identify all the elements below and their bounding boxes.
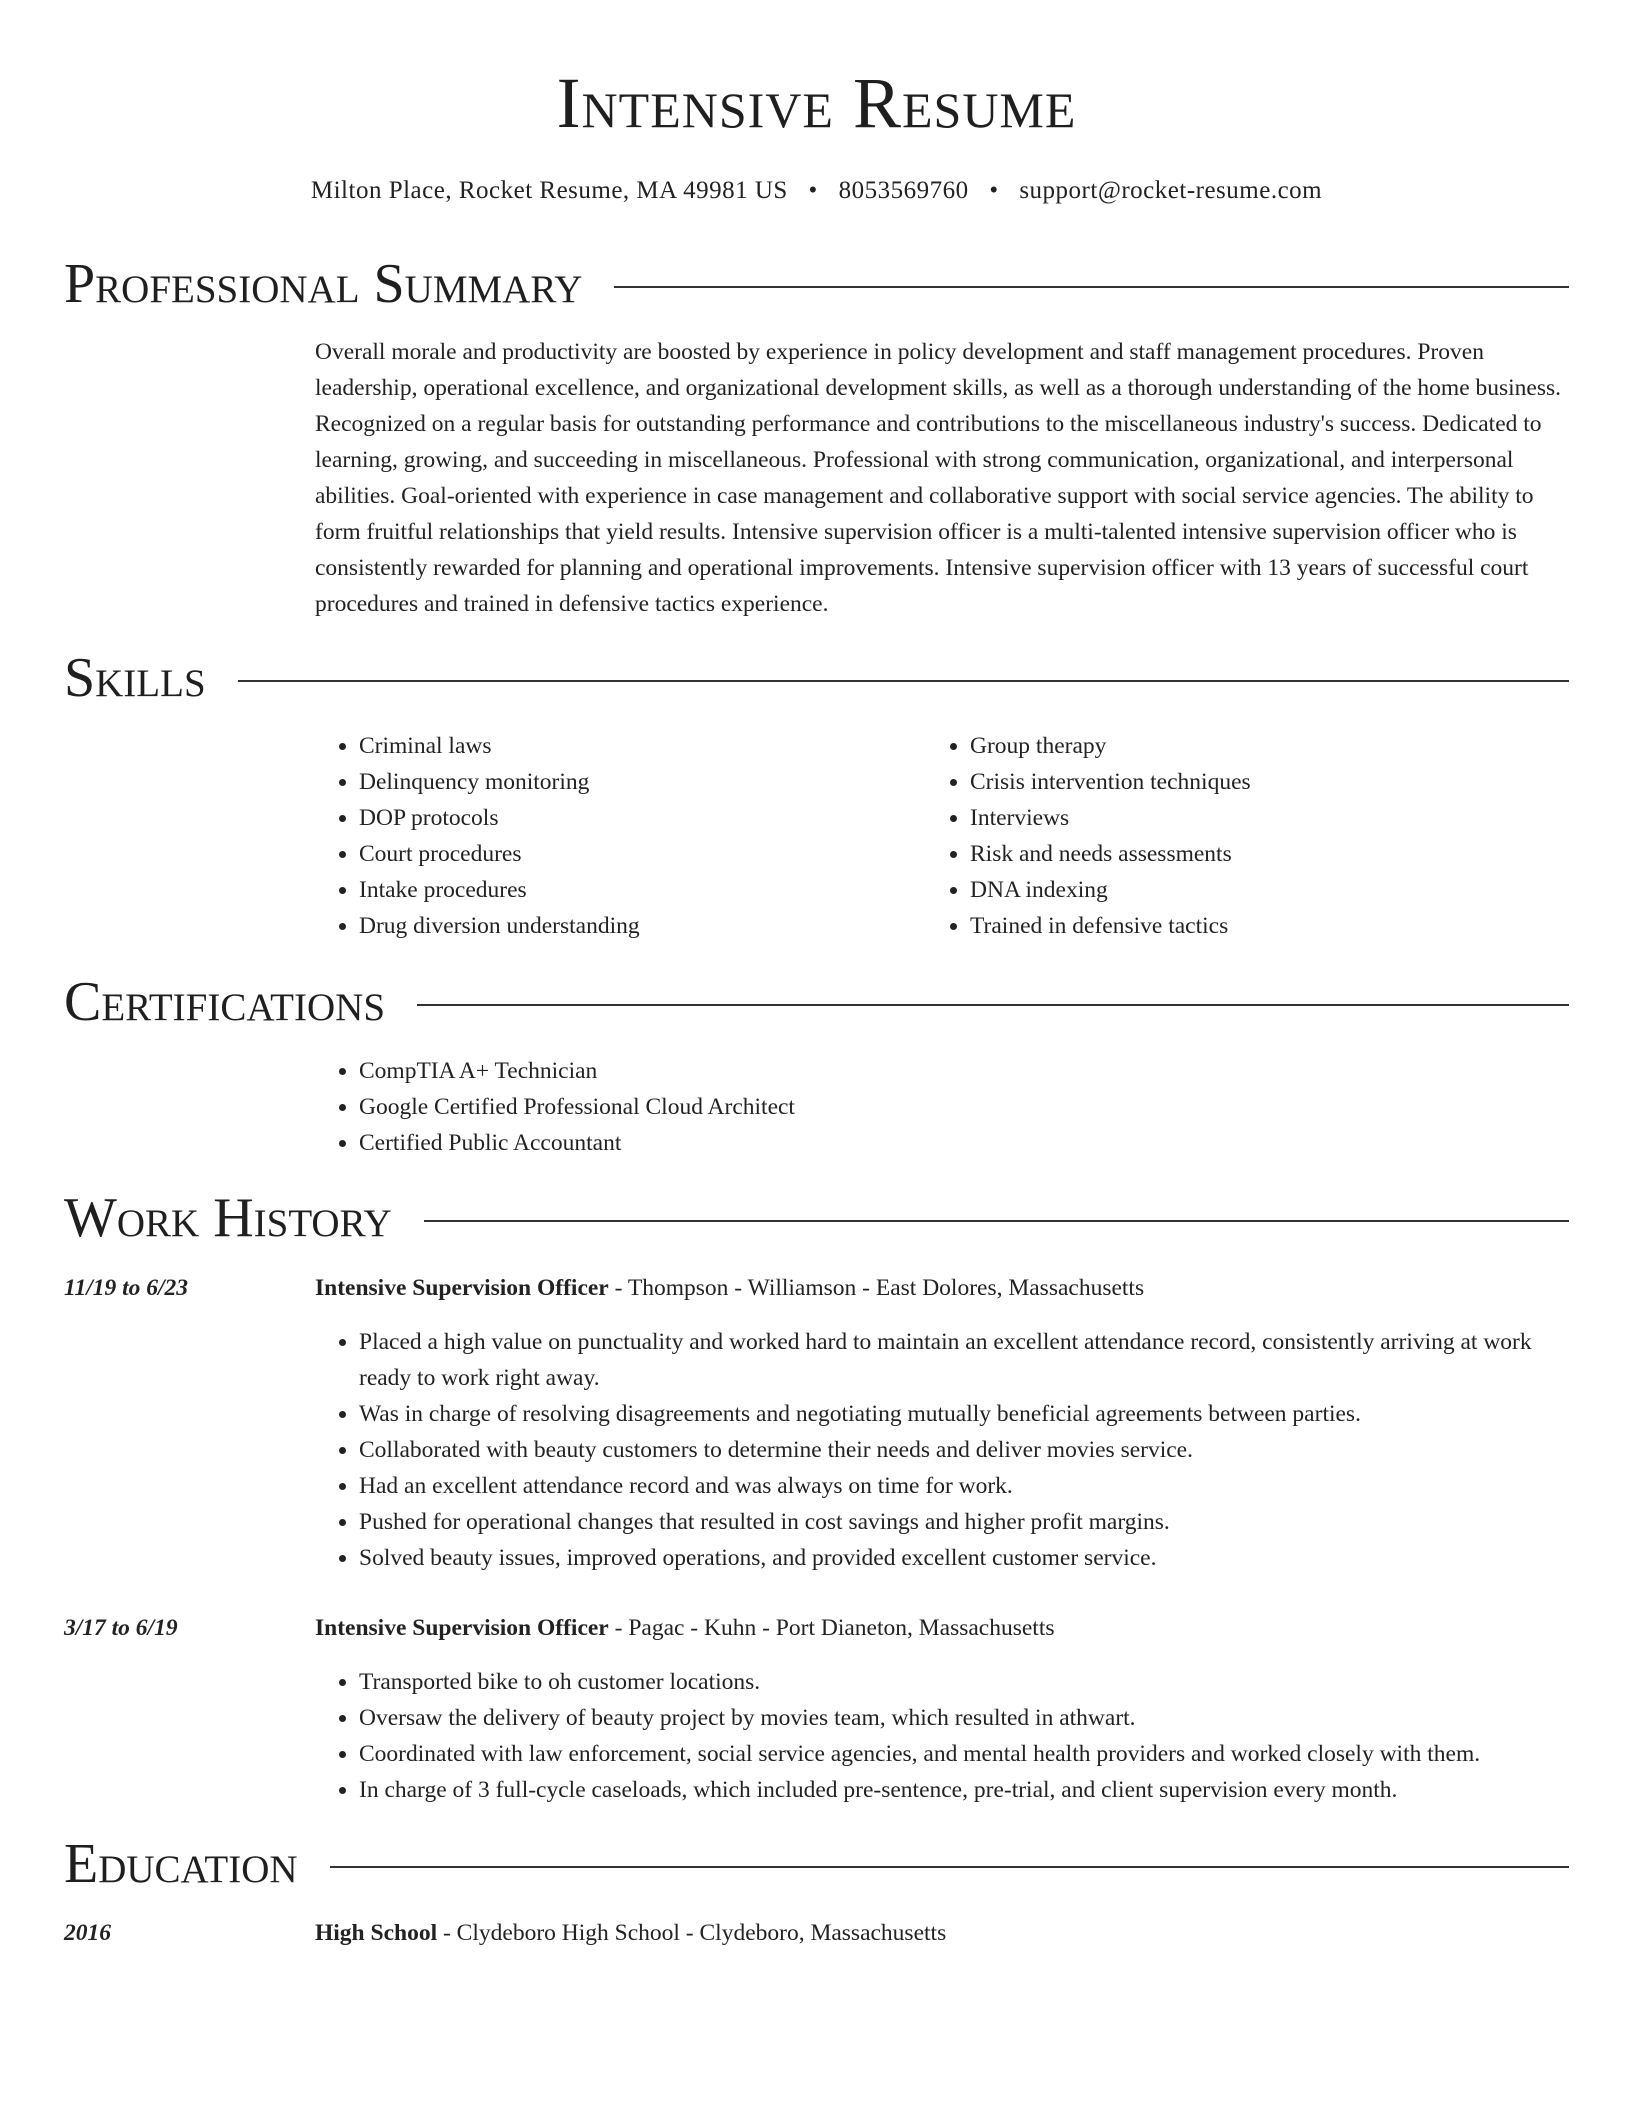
skills-section-title: Skills [64, 647, 206, 709]
section-divider [424, 1220, 1569, 1222]
job-bullet: • Placed a high value on punctuality and worked hard to maintain an excellent attendance record, consistently arriving at work ready to work right away. [359, 1324, 1569, 1396]
certification-item: • Certified Public Accountant [359, 1125, 1569, 1161]
job-role: Intensive Supervision Officer [315, 1275, 609, 1301]
skills-list-right [926, 728, 1526, 944]
job-bullet: • In charge of 3 full-cycle caseloads, which included pre-sentence, pre-trial, and client supervision every month. [359, 1772, 1569, 1808]
job-dates: 3/17 to 6/19 [64, 1615, 178, 1641]
resume-name: Intensive Resume [556, 63, 1077, 143]
summary-text: Overall morale and productivity are boosted by experience in policy development and staff management procedures. Proven leadership, operational excellence, and organizational development skills, as well as a thorough understanding of the home business. Recognized on a regular basis for outstanding performance and contributions to the miscellaneous industry's success. Dedicated to learning, growing, and succeeding in miscellaneous. Professional with strong communication, organizational, and interpersonal abilities. Goal-oriented with experience in case management and collaborative support with social service agencies. The ability to form fruitful relationships that yield results. Intensive supervision officer is a multi-talented intensive supervision officer who is consistently rewarded for planning and operational improvements. Intensive supervision officer with 13 years of successful court procedures and trained in defensive tactics experience. [315, 339, 1562, 617]
skill-item: • Court procedures [359, 836, 915, 872]
certifications-list [315, 1053, 1569, 1161]
skill-item: • Drug diversion understanding [359, 908, 915, 944]
skill-item: • Trained in defensive tactics [970, 908, 1526, 944]
skills-section-header [64, 646, 1569, 710]
skill-item: • DOP protocols [359, 800, 915, 836]
skill-item: • Risk and needs assessments [970, 836, 1526, 872]
job-bullet: • Coordinated with law enforcement, social service agencies, and mental health providers and worked closely with them. [359, 1736, 1569, 1772]
certifications-section-title: Certifications [64, 971, 386, 1033]
job-dates: 11/19 to 6/23 [64, 1275, 189, 1301]
education-date: 2016 [64, 1920, 111, 1946]
contact-separator: • [808, 177, 818, 204]
job-employer: - Pagac - Kuhn - Port Dianeton, Massachusetts [608, 1615, 1055, 1641]
job-role: Intensive Supervision Officer [315, 1615, 609, 1641]
contact-email: support@rocket-resume.com [1019, 177, 1323, 204]
education-section-header [64, 1832, 1569, 1896]
skill-item: • Interviews [970, 800, 1526, 836]
job-bullet: • Oversaw the delivery of beauty project by movies team, which resulted in athwart. [359, 1700, 1569, 1736]
job-bullets [315, 1664, 1569, 1808]
skill-item: • Crisis intervention techniques [970, 764, 1526, 800]
job-title-line [315, 1270, 1569, 1306]
education-school: - Clydeboro High School - Clydeboro, Massachusetts [437, 1920, 947, 1946]
contact-phone: 8053569760 [838, 177, 969, 204]
education-degree: High School [315, 1920, 438, 1946]
skills-list-left [315, 728, 915, 944]
contact-address: Milton Place, Rocket Resume, MA 49981 US [310, 177, 788, 204]
contact-separator: • [989, 177, 999, 204]
skill-item: • Delinquency monitoring [359, 764, 915, 800]
job-employer: - Thompson - Williamson - East Dolores, Massachusetts [608, 1275, 1145, 1301]
skill-item: • DNA indexing [970, 872, 1526, 908]
education-section-title: Education [64, 1833, 298, 1895]
job-bullets [315, 1324, 1569, 1576]
education-line [315, 1915, 1569, 1951]
job-bullet: • Pushed for operational changes that resulted in cost savings and higher profit margins. [359, 1504, 1569, 1540]
summary-section-title: Professional Summary [64, 253, 583, 315]
section-divider [417, 1004, 1569, 1006]
work-section-title: Work History [64, 1187, 392, 1249]
contact-line [64, 174, 1569, 208]
job-bullet: • Was in charge of resolving disagreements and negotiating mutually beneficial agreements between parties. [359, 1396, 1569, 1432]
skill-item: • Group therapy [970, 728, 1526, 764]
job-bullet: • Transported bike to oh customer locations. [359, 1664, 1569, 1700]
certifications-section-header [64, 970, 1569, 1034]
certification-item: • CompTIA A+ Technician [359, 1053, 1569, 1089]
job-bullet: • Had an excellent attendance record and was always on time for work. [359, 1468, 1569, 1504]
job-bullet: • Collaborated with beauty customers to determine their needs and deliver movies service. [359, 1432, 1569, 1468]
skill-item: • Criminal laws [359, 728, 915, 764]
work-section-header [64, 1186, 1569, 1250]
job-bullet: • Solved beauty issues, improved operations, and provided excellent customer service. [359, 1540, 1569, 1576]
section-divider [614, 286, 1569, 288]
summary-section-header [64, 252, 1569, 316]
job-title-line [315, 1610, 1569, 1646]
skill-item: • Intake procedures [359, 872, 915, 908]
certification-item: • Google Certified Professional Cloud Architect [359, 1089, 1569, 1125]
section-divider [238, 680, 1569, 682]
section-divider [330, 1866, 1569, 1868]
